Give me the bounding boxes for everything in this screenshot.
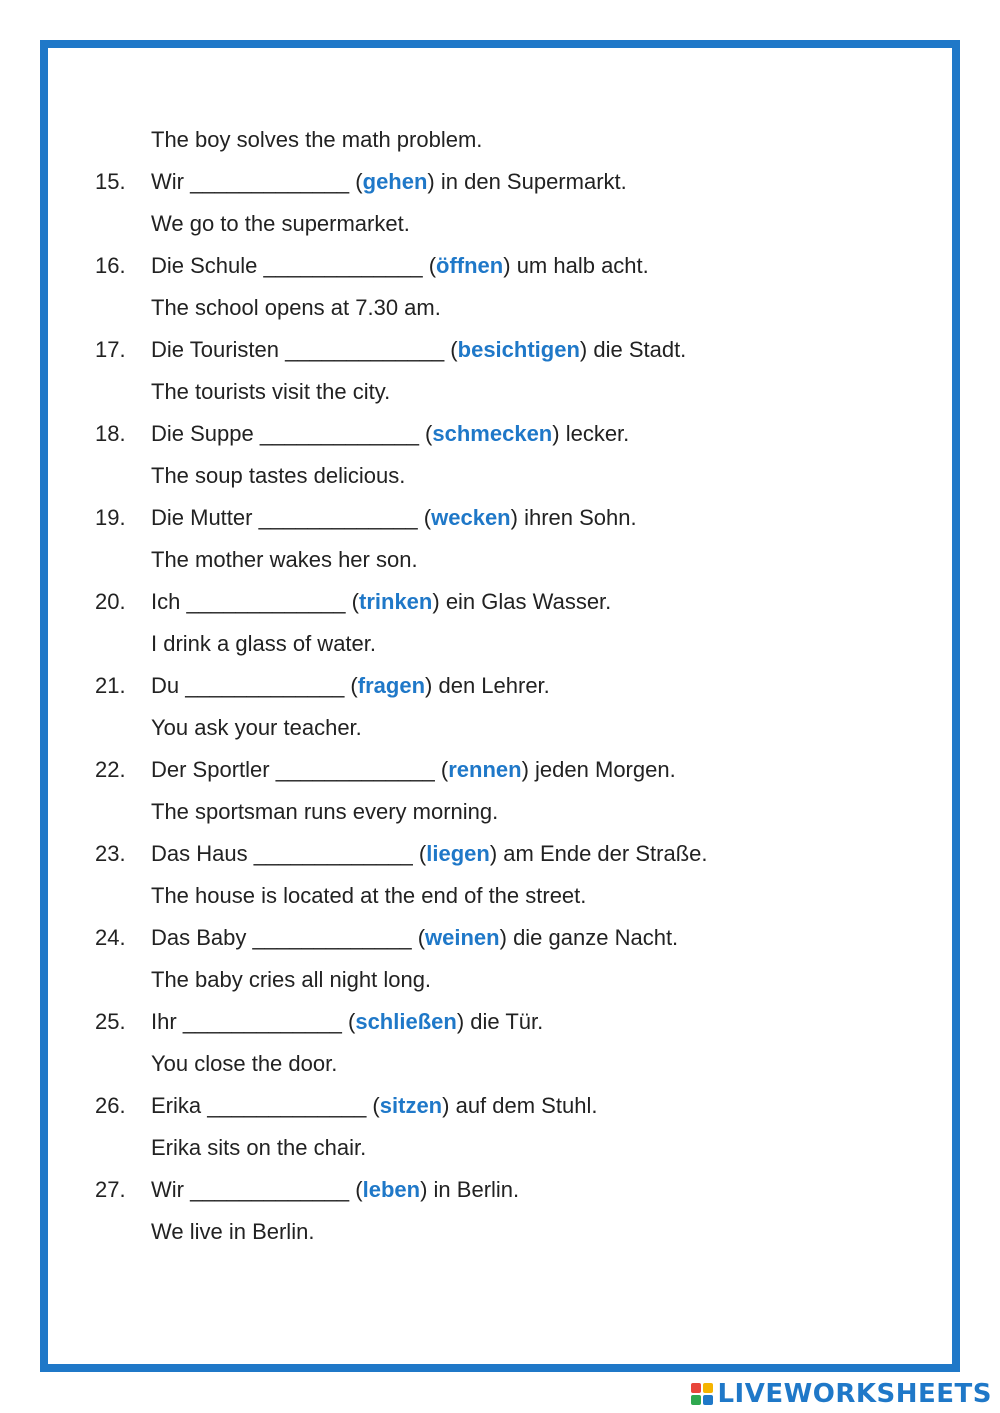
answer-blank[interactable]: _____________ bbox=[252, 925, 412, 950]
sentence-subject: Die Touristen bbox=[151, 337, 279, 362]
verb-infinitive: besichtigen bbox=[457, 337, 580, 362]
english-translation: The soup tastes delicious. bbox=[151, 463, 406, 488]
sentence-rest: ein Glas Wasser. bbox=[445, 589, 612, 614]
exercise-sentence: Ihr _____________ (schließen) die Tür. bbox=[151, 1009, 544, 1034]
item-number: 23. bbox=[95, 841, 126, 866]
verb-infinitive: schließen bbox=[355, 1009, 457, 1034]
verb-infinitive: schmecken bbox=[432, 421, 553, 446]
item-number: 17. bbox=[95, 337, 126, 362]
sentence-rest: am Ende der Straße. bbox=[503, 841, 708, 866]
exercise-sentence: Das Baby _____________ (weinen) die ganze Nacht. bbox=[151, 925, 679, 950]
verb-infinitive: fragen bbox=[357, 673, 426, 698]
exercise-sentence: Der Sportler _____________ (rennen) jeden Morgen. bbox=[151, 757, 676, 782]
english-translation: Erika sits on the chair. bbox=[151, 1135, 367, 1160]
sentence-rest: ihren Sohn. bbox=[524, 505, 637, 530]
liveworksheets-logo[interactable] bbox=[691, 1379, 992, 1409]
answer-blank[interactable]: _____________ bbox=[190, 169, 350, 194]
item-number: 21. bbox=[95, 673, 126, 698]
exercise-sentence: Wir _____________ (gehen) in den Supermarkt. bbox=[151, 169, 627, 194]
worksheet-frame bbox=[40, 40, 960, 1372]
sentence-rest: auf dem Stuhl. bbox=[455, 1093, 598, 1118]
sentence-rest: die Stadt. bbox=[593, 337, 687, 362]
answer-blank[interactable]: _____________ bbox=[259, 421, 419, 446]
sentence-subject: Wir bbox=[151, 1177, 184, 1202]
item-number: 16. bbox=[95, 253, 126, 278]
sentence-rest: jeden Morgen. bbox=[535, 757, 676, 782]
verb-infinitive: wecken bbox=[431, 505, 511, 530]
brand-name: LIVEWORKSHEETS bbox=[717, 1379, 992, 1409]
english-translation: You close the door. bbox=[151, 1051, 338, 1076]
sentence-subject: Du bbox=[151, 673, 180, 698]
logo-icon bbox=[691, 1383, 713, 1405]
sentence-subject: Wir bbox=[151, 169, 184, 194]
sentence-subject: Ich bbox=[151, 589, 181, 614]
sentence-rest: um halb acht. bbox=[516, 253, 649, 278]
answer-blank[interactable]: _____________ bbox=[207, 1093, 367, 1118]
english-translation: The mother wakes her son. bbox=[151, 547, 418, 572]
exercise-sentence: Die Mutter _____________ (wecken) ihren Sohn. bbox=[151, 505, 637, 530]
verb-infinitive: sitzen bbox=[379, 1093, 443, 1118]
exercise-sentence: Du _____________ (fragen) den Lehrer. bbox=[151, 673, 550, 698]
intro-translation: The boy solves the math problem. bbox=[151, 127, 483, 152]
exercise-sentence: Ich _____________ (trinken) ein Glas Wasser. bbox=[151, 589, 612, 614]
exercise-sentence: Die Schule _____________ (öffnen) um halb acht. bbox=[151, 253, 649, 278]
english-translation: We live in Berlin. bbox=[151, 1219, 315, 1244]
answer-blank[interactable]: _____________ bbox=[258, 505, 418, 530]
sentence-subject: Das Baby bbox=[151, 925, 247, 950]
item-number: 22. bbox=[95, 757, 126, 782]
english-translation: The tourists visit the city. bbox=[151, 379, 391, 404]
exercise-sentence: Das Haus _____________ (liegen) am Ende der Straße. bbox=[151, 841, 708, 866]
answer-blank[interactable]: _____________ bbox=[285, 337, 445, 362]
item-number: 19. bbox=[95, 505, 126, 530]
answer-blank[interactable]: _____________ bbox=[186, 589, 346, 614]
sentence-rest: in Berlin. bbox=[433, 1177, 520, 1202]
verb-infinitive: weinen bbox=[425, 925, 500, 950]
exercise-sentence: Erika _____________ (sitzen) auf dem Stuhl. bbox=[151, 1093, 598, 1118]
sentence-rest: in den Supermarkt. bbox=[440, 169, 627, 194]
item-number: 25. bbox=[95, 1009, 126, 1034]
sentence-rest: lecker. bbox=[565, 421, 630, 446]
sentence-rest: die ganze Nacht. bbox=[513, 925, 679, 950]
sentence-rest: den Lehrer. bbox=[438, 673, 550, 698]
answer-blank[interactable]: _____________ bbox=[185, 673, 345, 698]
sentence-subject: Die Suppe bbox=[151, 421, 254, 446]
verb-infinitive: leben bbox=[362, 1177, 421, 1202]
answer-blank[interactable]: _____________ bbox=[182, 1009, 342, 1034]
answer-blank[interactable]: _____________ bbox=[253, 841, 413, 866]
item-number: 15. bbox=[95, 169, 126, 194]
sentence-subject: Ihr bbox=[151, 1009, 177, 1034]
sentence-subject: Der Sportler bbox=[151, 757, 270, 782]
verb-infinitive: rennen bbox=[448, 757, 522, 782]
answer-blank[interactable]: _____________ bbox=[263, 253, 423, 278]
english-translation: The school opens at 7.30 am. bbox=[151, 295, 441, 320]
english-translation: We go to the supermarket. bbox=[151, 211, 410, 236]
item-number: 18. bbox=[95, 421, 126, 446]
item-number: 24. bbox=[95, 925, 126, 950]
english-translation: You ask your teacher. bbox=[151, 715, 362, 740]
verb-infinitive: liegen bbox=[426, 841, 490, 866]
item-number: 26. bbox=[95, 1093, 126, 1118]
exercise-sentence: Die Touristen _____________ (besichtigen) die Stadt. bbox=[151, 337, 687, 362]
answer-blank[interactable]: _____________ bbox=[275, 757, 435, 782]
exercise-sentence: Die Suppe _____________ (schmecken) lecker. bbox=[151, 421, 630, 446]
sentence-subject: Die Schule bbox=[151, 253, 258, 278]
english-translation: The house is located at the end of the street. bbox=[151, 883, 587, 908]
answer-blank[interactable]: _____________ bbox=[190, 1177, 350, 1202]
verb-infinitive: öffnen bbox=[436, 253, 504, 278]
sentence-subject: Die Mutter bbox=[151, 505, 253, 530]
english-translation: I drink a glass of water. bbox=[151, 631, 376, 656]
verb-infinitive: gehen bbox=[362, 169, 428, 194]
item-number: 27. bbox=[95, 1177, 126, 1202]
english-translation: The sportsman runs every morning. bbox=[151, 799, 499, 824]
exercise-sentence: Wir _____________ (leben) in Berlin. bbox=[151, 1177, 520, 1202]
item-number: 20. bbox=[95, 589, 126, 614]
sentence-subject: Das Haus bbox=[151, 841, 248, 866]
sentence-subject: Erika bbox=[151, 1093, 202, 1118]
sentence-rest: die Tür. bbox=[470, 1009, 544, 1034]
verb-infinitive: trinken bbox=[359, 589, 433, 614]
english-translation: The baby cries all night long. bbox=[151, 967, 432, 992]
